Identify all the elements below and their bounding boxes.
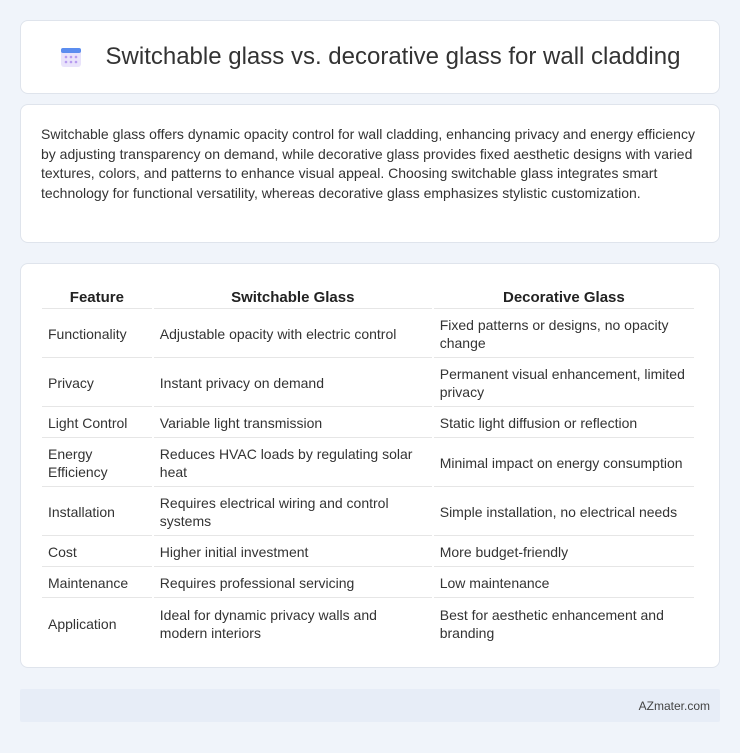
feature-cell: Privacy: [42, 360, 152, 407]
decorative-cell: Permanent visual enhancement, limited privacy: [434, 360, 694, 407]
comparison-table-card: [20, 263, 720, 668]
decorative-cell: Fixed patterns or designs, no opacity change: [434, 311, 694, 358]
footer-site-link[interactable]: AZmater.com: [638, 698, 710, 713]
switchable-cell: Reduces HVAC loads by regulating solar heat: [154, 440, 432, 487]
page-title: Switchable glass vs. decorative glass for wall cladding: [105, 43, 681, 70]
switchable-cell: Requires electrical wiring and control systems: [154, 489, 432, 536]
title-card: [20, 20, 720, 94]
feature-cell: Energy Efficiency: [42, 440, 152, 487]
feature-cell: Application: [48, 615, 117, 632]
feature-cell: Maintenance: [42, 569, 152, 598]
switchable-cell: Instant privacy on demand: [154, 360, 432, 407]
table-row: [42, 440, 694, 487]
header-feature: Feature: [42, 286, 152, 309]
feature-cell: Functionality: [42, 311, 152, 358]
summary-card: [20, 104, 720, 243]
decorative-cell: Low maintenance: [434, 569, 694, 598]
decorative-cell: Minimal impact on energy consumption: [434, 440, 694, 487]
calendar-icon: [60, 46, 82, 68]
decorative-cell: Best for aesthetic enhancement and branding: [439, 606, 664, 641]
decorative-cell: Simple installation, no electrical needs: [434, 489, 694, 536]
comparison-table: [40, 284, 696, 649]
decorative-cell: More budget-friendly: [434, 538, 694, 567]
table-row: [42, 409, 694, 438]
feature-cell: Cost: [42, 538, 152, 567]
switchable-cell: Requires professional servicing: [154, 569, 432, 598]
table-row: [42, 538, 694, 567]
header-switchable-glass: Switchable Glass: [154, 286, 432, 309]
table-row: [42, 489, 694, 536]
table-row: [42, 569, 694, 598]
footer: [20, 689, 720, 722]
feature-cell: Light Control: [42, 409, 152, 438]
switchable-cell: Ideal for dynamic privacy walls and modern interiors: [159, 606, 377, 641]
switchable-cell: Variable light transmission: [154, 409, 432, 438]
decorative-cell: Static light diffusion or reflection: [434, 409, 694, 438]
table-row: [42, 600, 694, 647]
table-row: [42, 311, 694, 358]
summary-text: Switchable glass offers dynamic opacity control for wall cladding, enhancing privacy and energy efficiency by adjusting transparency on demand, while decorative glass provides fixed aesthetic designs with varied textures, colors, and patterns to enhance visual appeal. Choosing switchable glass integrates smart technology for functional versatility, whereas decorative glass emphasizes stylistic customization.: [41, 126, 695, 201]
switchable-cell: Adjustable opacity with electric control: [154, 311, 432, 358]
table-row: [42, 360, 694, 407]
header-decorative-glass: Decorative Glass: [434, 286, 694, 309]
switchable-cell: Higher initial investment: [154, 538, 432, 567]
feature-cell: Installation: [42, 489, 152, 536]
table-header-row: [42, 286, 694, 309]
